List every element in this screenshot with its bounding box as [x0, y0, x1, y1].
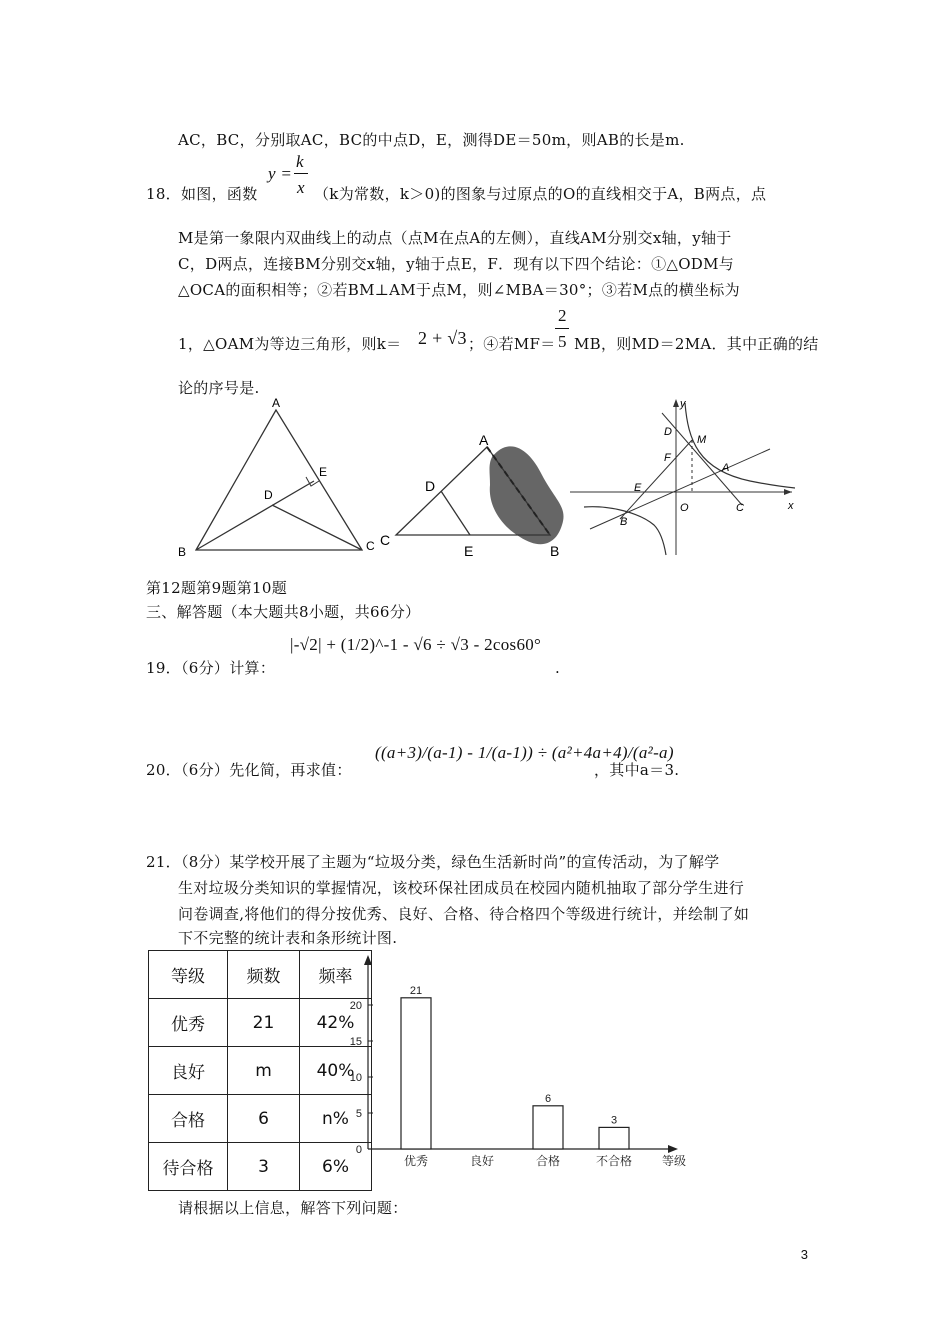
q18-frac-den: 5 [558, 332, 567, 351]
q18-line6: 论的序号是. [178, 379, 260, 397]
table-cell: 合格 [149, 1095, 228, 1143]
q20-expression: ((a+3)/(a-1) - 1/(a-1)) ÷ (a²+4a+4)/(a²-a) [375, 743, 674, 762]
table-cell: 3 [228, 1143, 300, 1191]
fig2-label-a: A [479, 432, 489, 448]
fig1-label-c: C [366, 539, 375, 553]
figure-pond [380, 432, 564, 559]
q18-number: 18． [146, 185, 181, 203]
q18-k-value: 2 + √3 [418, 328, 467, 348]
q18-func-bar [294, 173, 308, 174]
table-cell: 良好 [149, 1047, 228, 1095]
table-row [149, 1047, 372, 1095]
table-row [149, 1143, 372, 1191]
fig2-label-b: B [550, 543, 560, 559]
fig3-label-x: x [788, 500, 794, 512]
fig2-label-d: D [425, 478, 436, 494]
q18-func-y: y = [268, 164, 293, 183]
q19-label: 19．（6分）计算： [146, 659, 276, 677]
q18-line4: △OCA的面积相等；②若BM⊥AM于点M，则∠MBA＝30°；③若M点的横坐标为 [178, 281, 740, 299]
fig2-label-c: C [380, 532, 391, 548]
table-header-row [149, 951, 372, 999]
q18-line5c: MB，则MD＝2MA．其中正确的结 [574, 335, 819, 353]
table-row [149, 1095, 372, 1143]
table-cell: 6% [300, 1143, 372, 1191]
q18-line2: M是第一象限内双曲线上的动点（点M在点A的左侧），直线AM分别交x轴，y轴于 [178, 229, 732, 247]
bar [401, 998, 431, 1149]
x-axis-arrow [668, 1145, 678, 1153]
q18-text: 如图，函数 [181, 185, 258, 203]
fig3-label-c: C [736, 502, 744, 514]
q17-tail: AC，BC，分别取AC，BC的中点D，E，测得DE＝50m，则AB的长是m. [178, 131, 685, 149]
bar-chart [340, 955, 710, 1180]
x-axis-title: 等级 [661, 1154, 687, 1168]
table-header-cell: 频率 [300, 951, 372, 999]
q20-tail: ，其中a＝3. [594, 761, 680, 779]
q18-line1 [146, 184, 258, 204]
q19-expression: |-√2| + (1/2)^-1 - √6 ÷ √3 - 2cos60° [290, 635, 542, 654]
y-tick-label: 5 [355, 1108, 362, 1120]
fig3-label-o: O [680, 502, 689, 514]
q21-line2: 生对垃圾分类知识的掌握情况，该校环保社团成员在校园内随机抽取了部分学生进行 [178, 879, 745, 897]
frequency-table [148, 950, 372, 1191]
q21-line3: 问卷调查,将他们的得分按优秀、良好、合格、待合格四个等级进行统计，并绘制了如 [178, 905, 750, 923]
q21-line4: 下不完整的统计表和条形统计图. [178, 929, 398, 947]
fig1-label-e: E [319, 465, 328, 479]
y-tick-label: 0 [355, 1144, 362, 1156]
section-three-heading: 三、解答题（本大题共8小题，共66分） [146, 603, 421, 621]
bar-value-label: 21 [409, 984, 423, 997]
q18-line3: C，D两点，连接BM分别交x轴，y轴于点E，F．现有以下四个结论：①△ODM与 [178, 255, 735, 273]
fig3-label-f: F [664, 452, 671, 464]
bar [599, 1127, 629, 1149]
geometry-figures [170, 395, 830, 565]
figure-caption: 第12题第9题第10题 [146, 579, 288, 597]
table-cell: m [228, 1047, 300, 1095]
page-number: 3 [800, 1247, 808, 1262]
q18-frac-num: 2 [558, 306, 567, 325]
bar-value-label: 6 [544, 1092, 552, 1105]
fig3-label-b: B [620, 516, 628, 528]
x-category-label: 不合格 [595, 1154, 633, 1168]
q18-line5b: ；④若MF＝ [468, 335, 556, 353]
table-cell: 40% [300, 1047, 372, 1095]
table-cell: 优秀 [149, 999, 228, 1047]
q18-frac-bar [555, 328, 569, 329]
table-header-cell: 频数 [228, 951, 300, 999]
x-category-label: 合格 [535, 1154, 561, 1168]
q18-func-k: k [296, 152, 304, 171]
x-category-label: 优秀 [403, 1154, 429, 1168]
table-row [149, 999, 372, 1047]
table-cell: 42% [300, 999, 372, 1047]
q18-line1b: （k为常数，k＞0)的图象与过原点的O的直线相交于A，B两点，点 [314, 185, 767, 203]
fig2-label-e: E [464, 543, 474, 559]
fig3-label-a: A [722, 462, 730, 474]
fig3-label-m: M [697, 434, 707, 446]
fig3-label-d: D [664, 426, 672, 438]
bar-value-label: 3 [610, 1114, 618, 1127]
y-tick-label: 10 [349, 1072, 362, 1084]
y-axis-arrow [364, 955, 372, 965]
table-cell: 待合格 [149, 1143, 228, 1191]
table-cell: 6 [228, 1095, 300, 1143]
table-header-cell: 等级 [149, 951, 228, 999]
figure-triangle-abc [178, 396, 375, 559]
fig1-label-a: A [272, 396, 281, 410]
y-tick-label: 20 [349, 1000, 362, 1012]
table-cell: 21 [228, 999, 300, 1047]
fig3-label-e: E [634, 482, 642, 494]
q20-label: 20．（6分）先化简，再求值： [146, 761, 352, 779]
q18-func-x: x [297, 178, 305, 197]
figure-hyperbola [570, 398, 795, 555]
x-category-label: 良好 [469, 1154, 495, 1168]
q21-after: 请根据以上信息，解答下列问题： [178, 1199, 408, 1217]
table-cell: n% [300, 1095, 372, 1143]
fig1-label-d: D [264, 488, 273, 502]
fig3-label-y: y [680, 398, 686, 410]
fig1-label-b: B [178, 545, 187, 559]
bar [533, 1106, 563, 1149]
y-tick-label: 15 [349, 1036, 362, 1048]
q21-line1: 21．（8分）某学校开展了主题为“垃圾分类，绿色生活新时尚”的宣传活动，为了解学 [146, 853, 720, 871]
q18-line5a: 1，△OAM为等边三角形，则k＝ [178, 335, 402, 353]
q19-end: . [555, 659, 561, 677]
